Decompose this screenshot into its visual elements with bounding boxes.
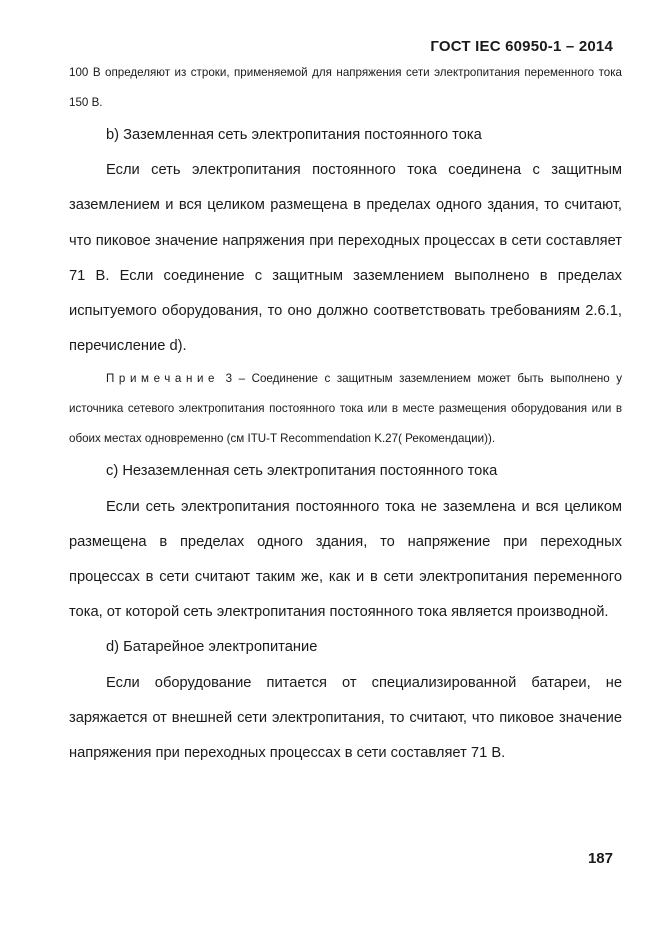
document-header: ГОСТ IEC 60950-1 – 2014 [430, 38, 613, 55]
intro-paragraph: 100 В определяют из строки, применяемой для напряжения сети электропитания переменного тока 150 В. [69, 66, 622, 109]
note-label: Примечание [106, 372, 220, 386]
note-paragraph [69, 364, 622, 454]
section-c-heading: c) Незаземленная сеть электропитания постоянного тока [106, 463, 498, 480]
document-body [69, 58, 622, 771]
section-b-paragraph: Если сеть электропитания постоянного тока соединена с защитным заземлением и вся целиком размещена в пределах одного здания, то считают, что пиковое значение напряжения при переходных процессах в сети составляет 71 В. Если соединение с защитным заземлением выполнено в пределах испытуемого оборудования, то оно должно соответствовать требованиям 2.6.1, перечисление d). [69, 162, 622, 355]
section-d-heading: d) Батарейное электропитание [106, 639, 318, 656]
section-b-heading: b) Заземленная сеть электропитания постоянного тока [106, 127, 482, 143]
section-d-paragraph: Если оборудование питается от специализированной батареи, не заряжается от внешней сети электропитания, то считают, что пиковое значение напряжения при переходных процессах в сети составляет 71 В. [69, 674, 622, 762]
note-text: 3 – Соединение с защитным заземлением может быть выполнено у источника сетевого электропитания постоянного тока или в месте размещения оборудования или в обоих местах одновременно (см ITU-T Recommendation K.27( Рекомендации)). [69, 372, 622, 446]
section-c-paragraph: Если сеть электропитания постоянного тока не заземлена и вся целиком размещена в пределах одного здания, то напряжение при переходных процессах в сети считают таким же, как и в сети электропитания переменного тока, от которой сеть электропитания постоянного тока является производной. [69, 498, 622, 621]
page-number: 187 [587, 850, 613, 867]
